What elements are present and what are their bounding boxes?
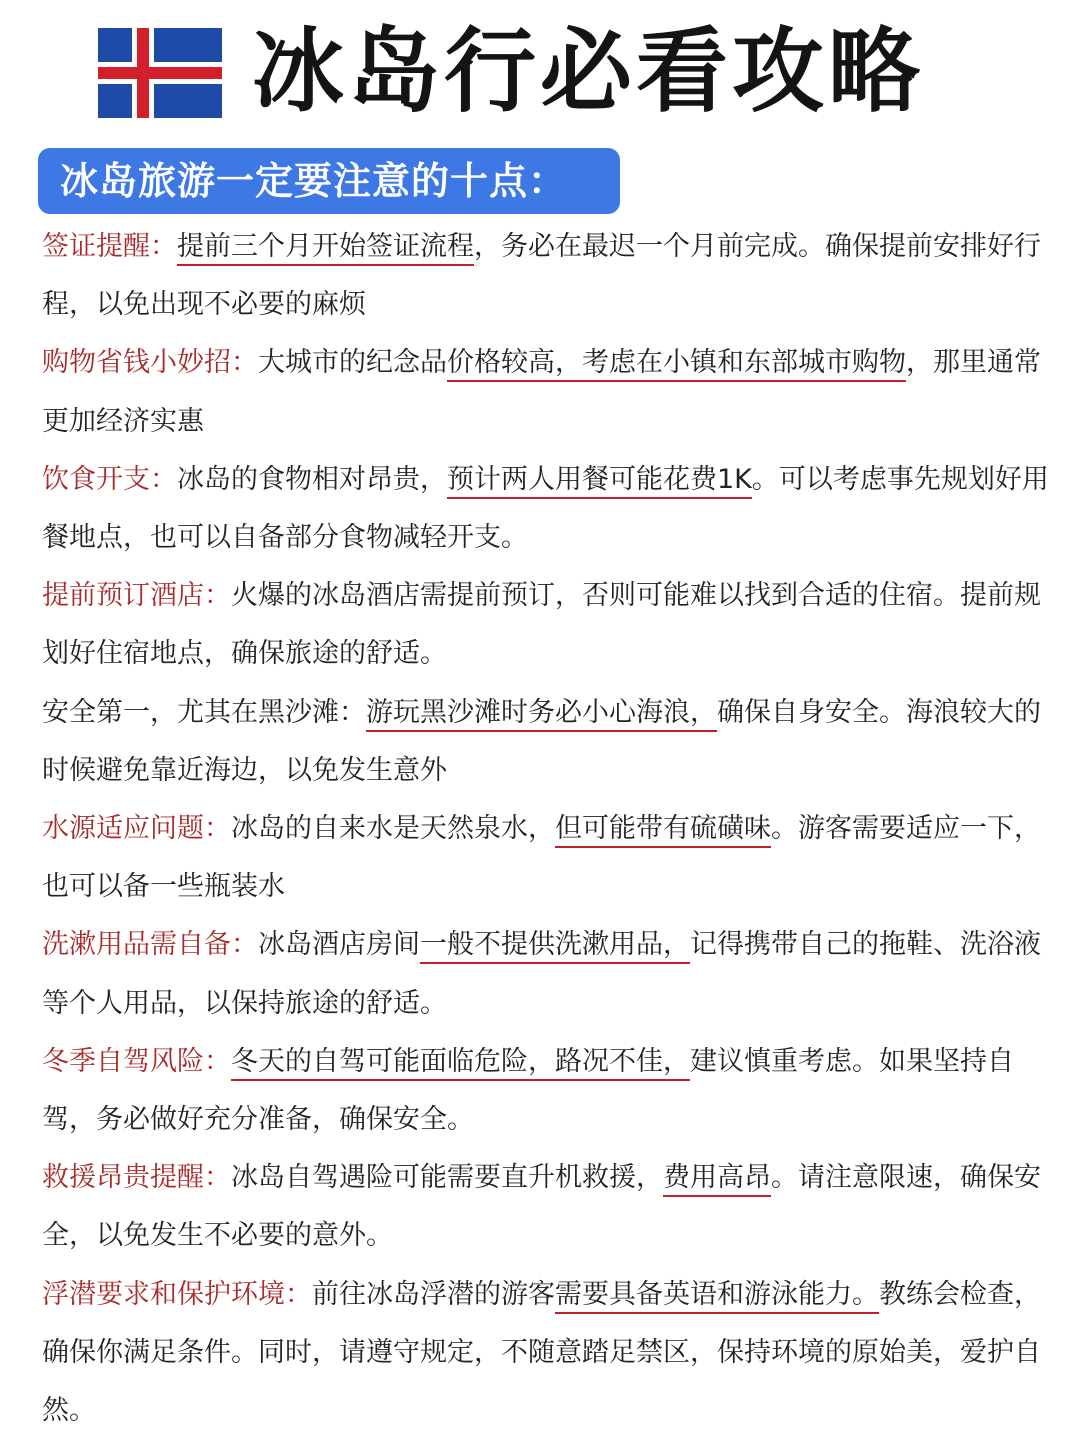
- tip-text: ，那里通常更加经济实惠: [42, 347, 1041, 437]
- tip-text: 。请注意限速，确保安全，以免发生不必要的意外。: [42, 1162, 1041, 1252]
- tip-toiletries: [42, 916, 1052, 1032]
- tip-label: 洗漱用品需自备：: [42, 929, 258, 961]
- tip-label: 浮潜要求和保护环境：: [42, 1278, 312, 1310]
- tip-text: 确保自身安全。海浪较大的时候避免靠近海边，以免发生意外: [42, 696, 1041, 786]
- tip-label: 饮食开支：: [42, 463, 177, 495]
- tip-highlight: 一般不提供洗漱用品，: [420, 929, 690, 964]
- tip-snorkeling: [42, 1266, 1052, 1441]
- tip-highlight: 需要具备英语和游泳能力。: [555, 1279, 879, 1314]
- tip-label: 提前预订酒店：: [42, 580, 231, 612]
- tip-text: ，务必在最迟一个月前完成。确保提前安排好行程，以免出现不必要的麻烦: [42, 231, 1041, 321]
- tip-text: 。游客需要适应一下，也可以备一些瓶装水: [42, 813, 1041, 903]
- tip-water: [42, 800, 1052, 916]
- tip-label: 购物省钱小妙招：: [42, 347, 258, 379]
- tip-highlight: 但可能带有硫磺味: [555, 813, 771, 848]
- tip-label: 签证提醒：: [42, 231, 177, 262]
- section-banner: [38, 148, 620, 214]
- tip-text: 。可以考虑事先规划好用餐地点，也可以自备部分食物减轻开支。: [42, 463, 1049, 554]
- tip-text: 大城市的纪念品: [258, 347, 447, 379]
- tip-visa: [42, 218, 1052, 334]
- section-banner-text: 冰岛旅游一定要注意的十点：: [60, 159, 568, 203]
- page-title: 冰岛行必看攻略: [252, 18, 925, 125]
- tip-rescue-cost: [42, 1149, 1052, 1265]
- tip-text: 教练会检查，确保你满足条件。同时，请遵守规定，不随意踏足禁区，保持环境的原始美，爱护自然。: [42, 1278, 1041, 1427]
- header: [0, 18, 1080, 128]
- tip-label: 冬季自驾风险：: [42, 1045, 231, 1077]
- tip-text: 冰岛酒店房间: [258, 929, 420, 961]
- tip-highlight: 价格较高，考虑在小镇和东部城市购物: [447, 347, 906, 382]
- tip-winter-driving: [42, 1033, 1052, 1149]
- tip-highlight: 预计两人用餐可能花费1K: [447, 464, 752, 499]
- tips-list: [42, 218, 1052, 1440]
- tip-label: 救援昂贵提醒：: [42, 1162, 231, 1194]
- tip-shopping: [42, 334, 1052, 450]
- tip-label: 安全第一，尤其在黑沙滩：: [42, 696, 366, 728]
- tip-text: 记得携带自己的拖鞋、洗浴液等个人用品，以保持旅途的舒适。: [42, 929, 1041, 1019]
- tip-highlight: 费用高昂: [663, 1162, 771, 1197]
- tip-text: 冰岛自驾遇险可能需要直升机救援，: [231, 1162, 663, 1194]
- tip-text: 建议慎重考虑。如果坚持自驾，务必做好充分准备，确保安全。: [42, 1045, 1014, 1136]
- iceland-flag-icon: [98, 28, 222, 118]
- tip-hotel: [42, 567, 1052, 683]
- tip-text: 前往冰岛浮潜的游客: [312, 1278, 555, 1310]
- tip-text: 冰岛的自来水是天然泉水，: [231, 813, 555, 845]
- tip-label: 水源适应问题：: [42, 813, 231, 845]
- tip-food: [42, 451, 1052, 567]
- tip-highlight: 游玩黑沙滩时务必小心海浪，: [366, 697, 717, 732]
- tip-black-beach: [42, 684, 1052, 800]
- tip-highlight: 提前三个月开始签证流程: [177, 231, 474, 266]
- tip-highlight: 冬天的自驾可能面临危险，路况不佳，: [231, 1046, 690, 1081]
- tip-text: 火爆的冰岛酒店需提前预订，否则可能难以找到合适的住宿。提前规划好住宿地点，确保旅途的舒适。: [42, 580, 1041, 670]
- tip-text: 冰岛的食物相对昂贵，: [177, 463, 447, 495]
